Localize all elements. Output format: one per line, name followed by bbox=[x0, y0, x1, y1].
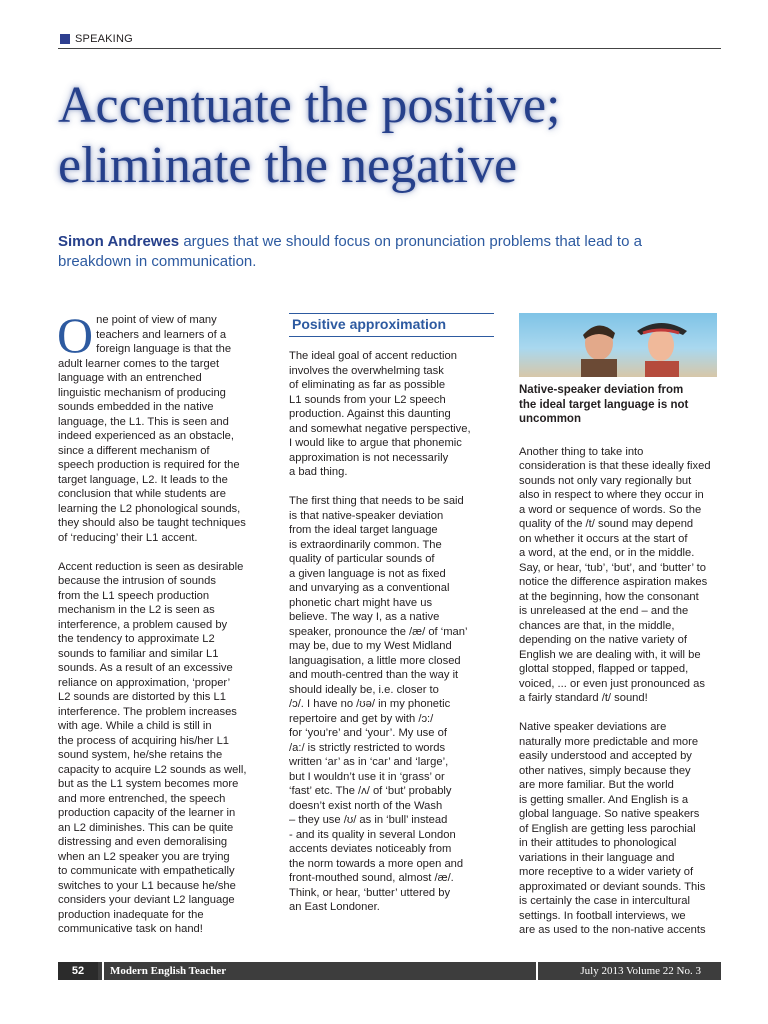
header-rule bbox=[58, 48, 721, 49]
paragraph: Native speaker deviations are naturally more predictable and more easily understood and accepted by other natives, simply because they are more familiar. But the world is getting smaller. And English is a global language. So native speakers of English are getting less parochial in their attitudes to phonological variations in their language and more receptive to a wider variety of approximated or deviant sounds. This is certainly the case in intercultural settings. In football interviews, we are as used to the non-native accents bbox=[519, 721, 706, 936]
drop-cap: O bbox=[57, 307, 94, 363]
title-line-2: eliminate the negative bbox=[58, 137, 518, 194]
author-name: Simon Andrewes bbox=[58, 233, 180, 250]
magazine-name: Modern English Teacher bbox=[110, 965, 227, 977]
column-2 bbox=[289, 313, 494, 929]
page-number: 52 bbox=[58, 962, 98, 980]
page-footer bbox=[58, 962, 721, 980]
column-1 bbox=[57, 307, 263, 951]
paragraph: Another thing to take into consideration is that these ideally fixed sounds not only vary regionally but also in respect to where they occur in a word or sequence of words. So the quality of the /t/ sound may depend on whether it occurs at the start of a word, at the end, or in the middle. Say, or hear, ‘tub’, ‘but’, and ‘butter’ to notice the difference aspiration makes at the beginning, how the consonant is unreleased at the end – and the chances are that, in the middle, depending on the native variety of English we are dealing with, it will be glottal stopped, flapped or tapped, voiced, ... or even just pronounced as a fairly standard /t/ sound! bbox=[519, 445, 711, 704]
section-label: SPEAKING bbox=[75, 33, 133, 45]
photo-illustration bbox=[519, 313, 717, 377]
article-title bbox=[58, 76, 718, 196]
film-still-photo bbox=[519, 313, 717, 377]
footer-divider bbox=[536, 962, 538, 980]
issue-info: July 2013 Volume 22 No. 3 bbox=[580, 965, 701, 977]
paragraph: The ideal goal of accent reduction involves the overwhelming task of eliminating as far as possible L1 sounds from your L2 speech production. Against this daunting and somewhat negative perspective, I would like to argue that phonemic approximation is not necessarily a bad thing. bbox=[289, 350, 471, 478]
section-tag bbox=[60, 33, 133, 45]
footer-divider bbox=[102, 962, 104, 980]
subheading: Positive approximation bbox=[289, 313, 494, 337]
photo-caption: Native-speaker deviation from the ideal target language is not uncommon bbox=[519, 384, 689, 425]
paragraph: The first thing that needs to be said is that native-speaker deviation from the ideal target language is extraordinarily common. The quality of particular sounds of a given language is not as fixed and unvarying as a conventional phonetic chart might have us believe. The way I, as a native speaker, pronounce the /æ/ of ‘man’ may be, due to my West Midland languagisation, a little more closed and mouth-centred than the way it should ideally be, i.e. closer to /ɔ/. I have no /ʊə/ in my phonetic repertoire and get by with /ɔ:/ for ‘you’re’ and ‘your’. My use of /a:/ is strictly restricted to words written ‘ar’ as in ‘car’ and ‘large’, but I wouldn’t use it in ‘grass’ or ‘fast’ etc. The /ʌ/ of ‘but’ probably doesn’t exist north of the Wash – they use /ʊ/ as in ‘bull’ instead - and its quality in several London accents deviates noticeably from the norm towards a more open and front-mouthed sound, almost /æ/. Think, or hear, ‘butter’ uttered by an East Londoner. bbox=[289, 495, 468, 913]
section-square-icon bbox=[60, 34, 70, 44]
standfirst-text: argues that we should focus on pronunciation problems that lead to a breakdown in communication. bbox=[58, 233, 642, 270]
standfirst bbox=[58, 232, 718, 272]
paragraph: Accent reduction is seen as desirable because the intrusion of sounds from the L1 speech production mechanism in the L2 is seen as interference, a problem caused by the tendency to approximate L2 sounds to familiar and similar L1 sounds. As a result of an excessive reliance on approximation, ‘proper’ L2 sounds are distorted by this L1 interference. The problem increases with age. While a child is still in the process of acquiring his/her L1 sound system, he/she retains the capacity to acquire L2 sounds as well, but as the L1 system becomes more and more entrenched, the speech production capacity of the learner in an L2 diminishes. This can be quite distressing and even demoralising when an L2 speaker you are trying to communicate with empathetically switches to your L1 because he/she considers your deviant L2 language production inadequate for the communicative task on hand! bbox=[58, 560, 247, 935]
title-line-1: Accentuate the positive; bbox=[58, 77, 561, 134]
column-3 bbox=[519, 313, 721, 952]
paragraph: ne point of view of many teachers and learners of a foreign language is that the adult learner comes to the target language with an entrenched linguistic mechanism of producing sounds embedded in the native language, the L1. This is seen and indeed experienced as an obstacle, since a different mechanism of speech production is required for the target language, L2. It leads to the conclusion that while students are learning the L2 phonological sounds, they should also be taught techniques of ‘reducing’ their L1 accent. bbox=[58, 314, 246, 544]
